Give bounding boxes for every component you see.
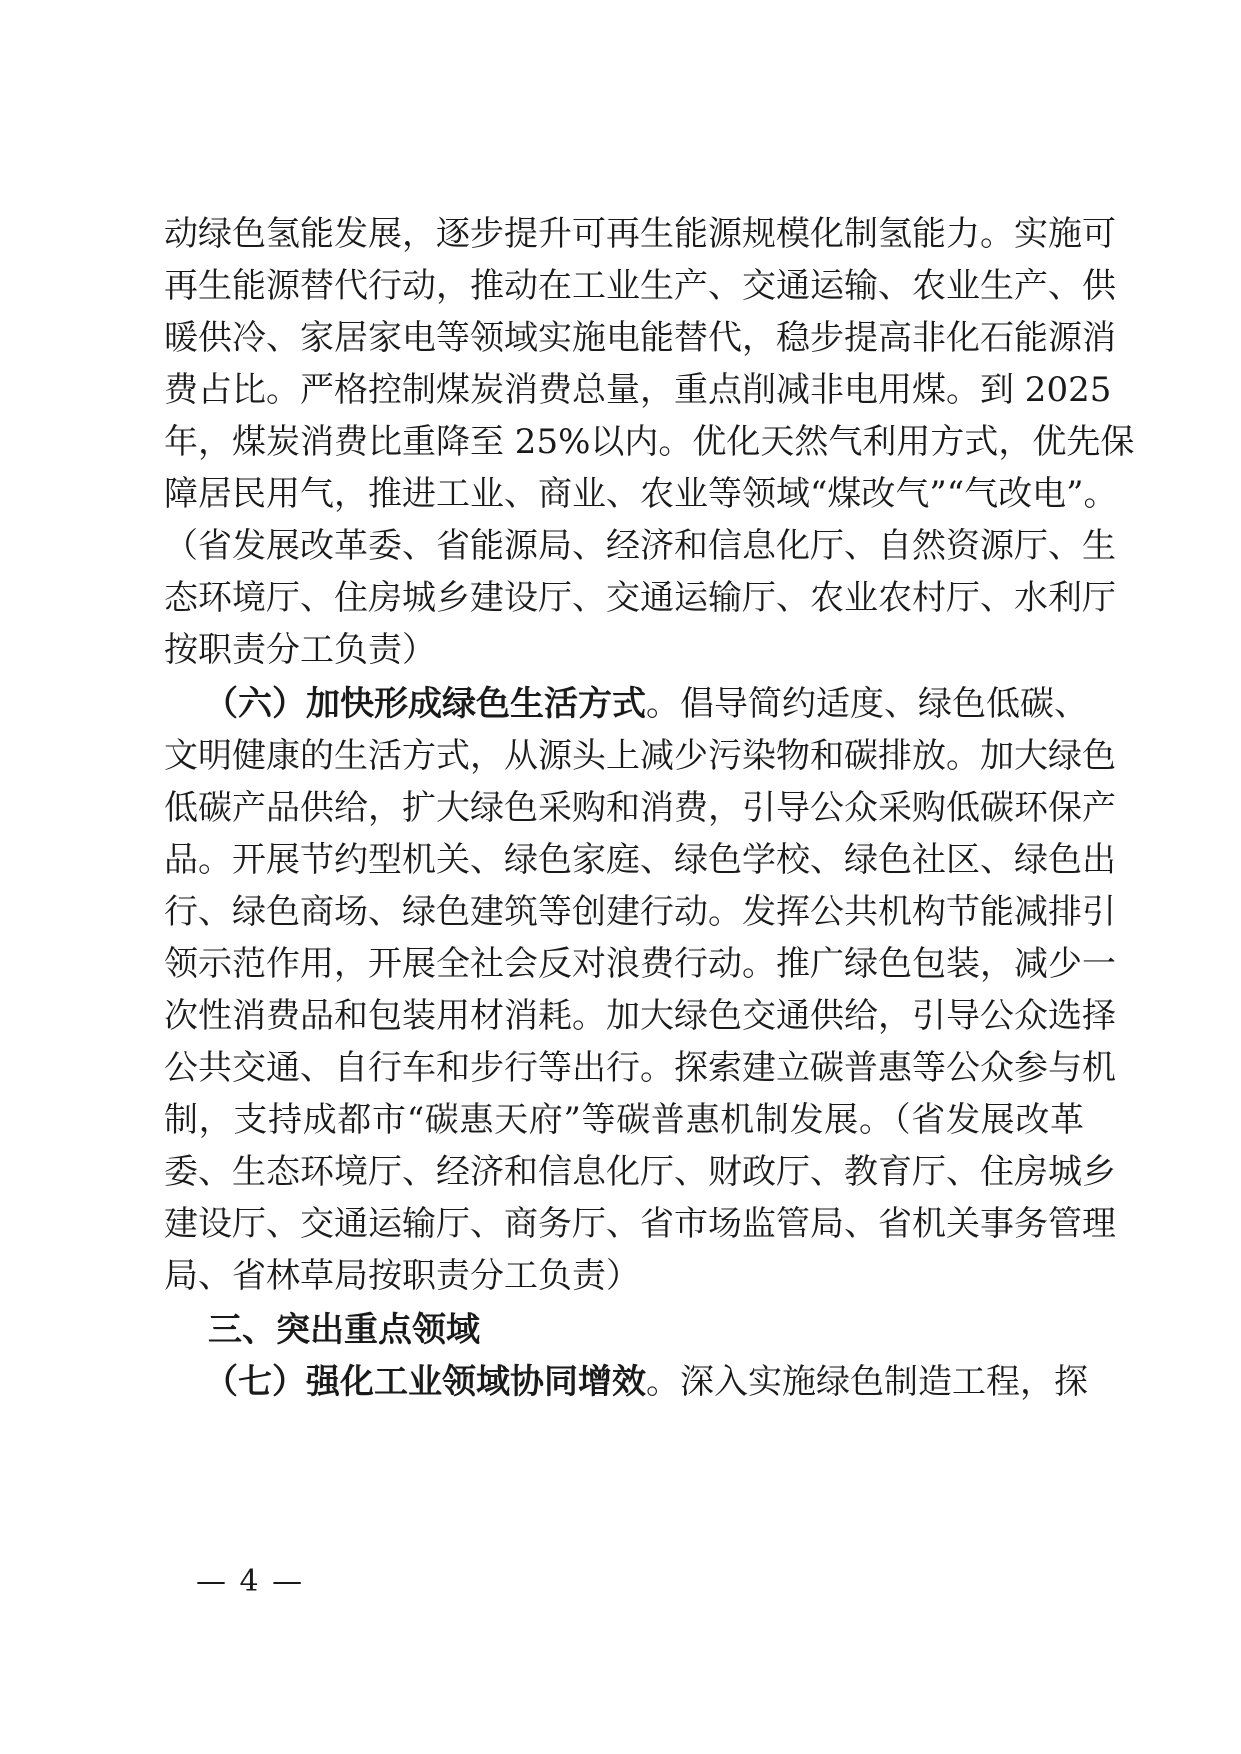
section-seven-heading: （七）强化工业领域协同增效 <box>204 1362 646 1402</box>
text-line: 领示范作用，开展全社会反对浪费行动。推广绿色包装，减少一 <box>164 944 1116 984</box>
text-line: 次性消费品和包装用材消耗。加大绿色交通供给，引导公众选择 <box>164 996 1116 1036</box>
text-line: 局、省林草局按职责分工负责） <box>164 1256 640 1296</box>
text-line: 文明健康的生活方式，从源头上减少污染物和碳排放。加大绿色 <box>164 736 1116 776</box>
text-line: 费占比。严格控制煤炭消费总量，重点削减非电用煤。到 2025 <box>164 370 1112 410</box>
section-seven-intro: 。深入实施绿色制造工程，探 <box>646 1362 1088 1402</box>
text-line: 态环境厅、住房城乡建设厅、交通运输厅、农业农村厅、水利厅 <box>164 578 1116 618</box>
section-six-intro: 。倡导简约适度、绿色低碳、 <box>646 684 1088 724</box>
text-line: 暖供冷、家居家电等领域实施电能替代，稳步提高非化石能源消 <box>164 318 1116 358</box>
section-six-heading: （六）加快形成绿色生活方式 <box>204 684 646 724</box>
page-number: — 4 — <box>196 1564 305 1599</box>
text-line: （省发展改革委、省能源局、经济和信息化厅、自然资源厅、生 <box>164 526 1116 566</box>
section-six-first-line <box>204 674 1088 734</box>
text-line: 按职责分工负责） <box>164 630 436 670</box>
text-line: 年，煤炭消费比重降至 25%以内。优化天然气利用方式，优先保 <box>164 422 1135 462</box>
text-line: 品。开展节约型机关、绿色家庭、绿色学校、绿色社区、绿色出 <box>164 840 1116 880</box>
text-line: 低碳产品供给，扩大绿色采购和消费，引导公众采购低碳环保产 <box>164 788 1116 828</box>
section-seven-first-line <box>204 1352 1088 1412</box>
text-line: 建设厅、交通运输厅、商务厅、省市场监管局、省机关事务管理 <box>164 1204 1116 1244</box>
text-line: 公共交通、自行车和步行等出行。探索建立碳普惠等公众参与机 <box>164 1048 1116 1088</box>
text-line: 动绿色氢能发展，逐步提升可再生能源规模化制氢能力。实施可 <box>164 214 1116 254</box>
text-line: 制，支持成都市“碳惠天府”等碳普惠机制发展。（省发展改革 <box>164 1100 1084 1140</box>
text-line: 障居民用气，推进工业、商业、农业等领域“煤改气”“气改电”。 <box>164 474 1118 514</box>
text-line: 再生能源替代行动，推动在工业生产、交通运输、农业生产、供 <box>164 266 1116 306</box>
section-three-heading: 三、突出重点领域 <box>208 1310 480 1350</box>
text-line: 行、绿色商场、绿色建筑等创建行动。发挥公共机构节能减排引 <box>164 892 1116 932</box>
text-line: 委、生态环境厅、经济和信息化厅、财政厅、教育厅、住房城乡 <box>164 1152 1116 1192</box>
